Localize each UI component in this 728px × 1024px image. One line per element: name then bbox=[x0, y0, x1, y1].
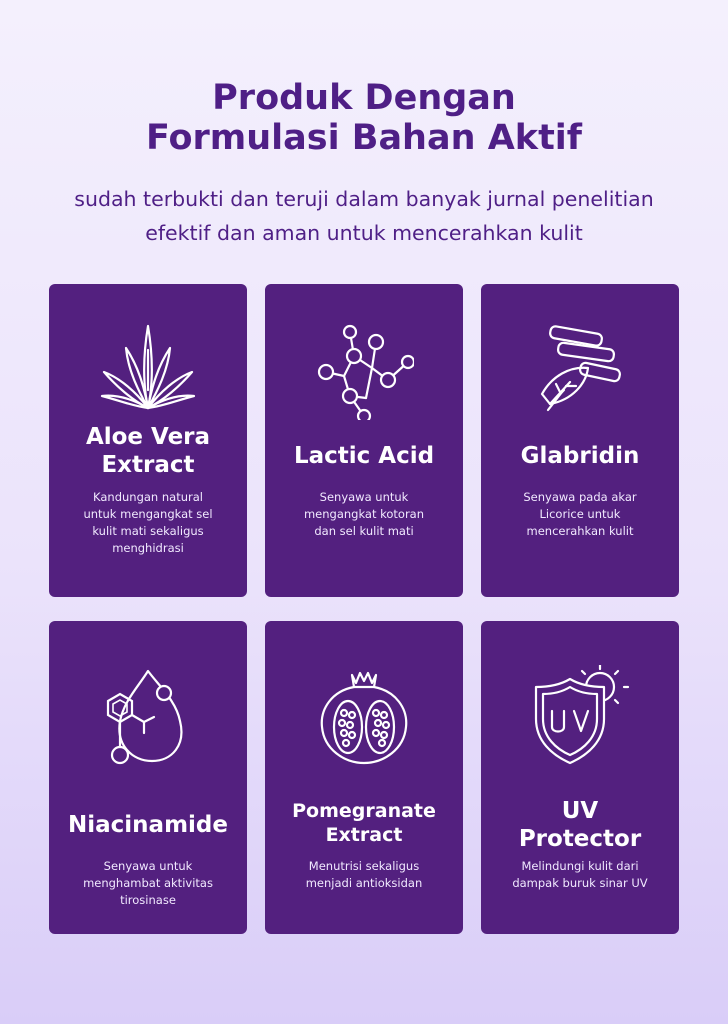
ingredient-name: Niacinamide bbox=[68, 812, 228, 838]
ingredient-description: Kandungan natural untuk mengangkat sel kulit mati sekaligus menghidrasi bbox=[83, 490, 213, 555]
pomegranate-icon bbox=[314, 665, 414, 765]
ingredient-description: Senyawa pada akar Licorice untuk mencerahkan kulit bbox=[523, 490, 637, 538]
ingredient-description: Senyawa untuk menghambat aktivitas tirosinase bbox=[83, 859, 213, 907]
title-line-2: Formulasi Bahan Aktif bbox=[145, 118, 583, 158]
ingredient-description: Melindungi kulit dari dampak buruk sinar UV bbox=[512, 859, 648, 890]
subtitle-line-1: sudah terbukti dan teruji dalam banyak jurnal penelitian bbox=[74, 187, 654, 211]
ingredient-card-glabridin bbox=[481, 284, 679, 597]
title-line-1: Produk Dengan bbox=[212, 78, 516, 118]
page-title bbox=[0, 78, 728, 158]
ingredient-card-uv-protector bbox=[481, 621, 679, 934]
ingredient-name: Aloe Vera Extract bbox=[85, 424, 211, 478]
aloe-vera-icon bbox=[98, 320, 198, 420]
uv-shield-icon bbox=[530, 665, 630, 765]
molecule-icon bbox=[314, 320, 414, 420]
niacinamide-drop-icon bbox=[98, 665, 198, 765]
ingredient-name: Lactic Acid bbox=[293, 443, 435, 469]
ingredient-name: UV Protector bbox=[518, 798, 642, 852]
licorice-root-icon bbox=[530, 320, 630, 420]
ingredient-card-aloe-vera bbox=[49, 284, 247, 597]
ingredient-name: Pomegranate Extract bbox=[292, 800, 436, 846]
ingredient-description: Menutrisi sekaligus menjadi antioksidan bbox=[305, 859, 423, 890]
subtitle-line-2: efektif dan aman untuk mencerahkan kulit bbox=[145, 221, 583, 245]
ingredient-card-pomegranate bbox=[265, 621, 463, 934]
ingredient-description: Senyawa untuk mengangkat kotoran dan sel kulit mati bbox=[303, 490, 425, 538]
ingredient-card-lactic-acid bbox=[265, 284, 463, 597]
page-subtitle bbox=[0, 182, 728, 250]
ingredient-name: Glabridin bbox=[520, 443, 640, 469]
ingredient-card-niacinamide bbox=[49, 621, 247, 934]
